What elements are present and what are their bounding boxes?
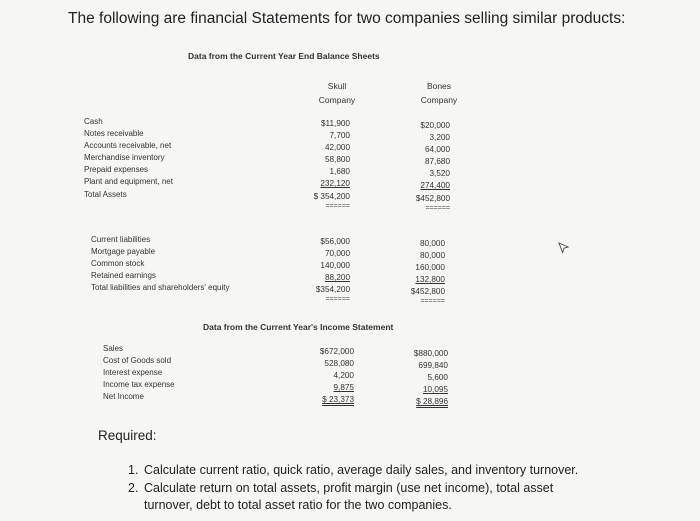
- row-label: Cash: [84, 117, 103, 126]
- income-bones-values: [394, 348, 448, 408]
- row-label: Mortgage payable: [91, 247, 156, 257]
- liabilities-bones-values: [395, 238, 445, 311]
- list-item: [128, 497, 578, 515]
- value-cell: 699,840: [418, 361, 448, 371]
- required-heading: Required:: [98, 428, 157, 443]
- row-label: Cost of Goods sold: [103, 356, 172, 366]
- value-cell: $880,000: [413, 349, 448, 358]
- assets-bones-values: [395, 120, 450, 217]
- row-label: Common stock: [91, 259, 145, 269]
- assets-labels: [84, 116, 173, 201]
- separator: ======: [420, 298, 445, 306]
- value-cell: 4,200: [333, 371, 354, 381]
- value-cell: $672,000: [319, 347, 354, 356]
- value-cell: 58,800: [324, 155, 350, 165]
- value-cell: 528,080: [324, 359, 354, 369]
- value-cell: 3,200: [429, 133, 450, 143]
- row-label: Accounts receivable, net: [84, 141, 172, 151]
- value-cell: 3,520: [429, 169, 450, 179]
- liabilities-skull-values: [296, 236, 350, 309]
- row-label: Net Income: [103, 392, 144, 402]
- value-cell: 10,095: [422, 385, 448, 395]
- column-header-skull-name: Skull: [327, 81, 347, 91]
- column-header-skull-sub: Company: [318, 95, 356, 105]
- value-cell: 232,120: [320, 179, 350, 189]
- row-label: Merchandise inventory: [84, 153, 165, 163]
- value-cell: $11,900: [321, 119, 350, 128]
- value-cell: $56,000: [320, 237, 350, 246]
- row-label: Current liabilities: [91, 235, 151, 244]
- value-cell: $ 28,896: [416, 397, 448, 407]
- value-cell: 9,875: [333, 383, 354, 393]
- separator: ======: [325, 202, 350, 210]
- list-item-text: Calculate return on total assets, profit margin (use net income), total asset: [144, 480, 554, 495]
- list-item-number: 1.: [128, 463, 139, 477]
- column-header-bones: [408, 79, 470, 107]
- row-label: Plant and equipment, net: [84, 177, 173, 187]
- income-labels: [103, 343, 175, 403]
- value-cell: $20,000: [420, 121, 450, 130]
- list-item: [128, 462, 578, 480]
- value-cell: $452,800: [410, 287, 445, 297]
- page-title: The following are financial Statements for two companies selling similar products:: [68, 10, 626, 27]
- list-item-number: 2.: [128, 480, 139, 495]
- value-cell: 1,680: [329, 167, 350, 177]
- income-statement-heading: Data from the Current Year's Income Statement: [203, 322, 394, 332]
- assets-skull-values: [296, 118, 350, 215]
- value-cell: 274,400: [420, 181, 450, 191]
- list-item-text: turnover, debt to total asset ratio for the two companies.: [144, 498, 452, 512]
- list-item: [128, 480, 578, 498]
- value-cell: 7,700: [329, 131, 350, 141]
- value-cell: $354,200: [315, 285, 350, 295]
- column-header-bones-name: Bones: [426, 81, 452, 91]
- liabilities-labels: [91, 234, 230, 294]
- column-header-bones-sub: Company: [420, 95, 458, 105]
- row-label: Interest expense: [103, 368, 163, 378]
- value-cell: 88,200: [324, 273, 350, 283]
- value-cell: 140,000: [320, 261, 350, 271]
- value-cell: 42,000: [324, 143, 350, 153]
- row-label: Income tax expense: [103, 380, 175, 390]
- value-cell: $452,800: [415, 193, 450, 203]
- list-item-number: [128, 497, 144, 515]
- row-label: Total Assets: [84, 189, 127, 199]
- separator: ======: [325, 296, 350, 304]
- row-label: Notes receivable: [84, 129, 144, 139]
- value-cell: 80,000: [419, 239, 445, 248]
- value-cell: 87,680: [424, 157, 450, 167]
- value-cell: 70,000: [324, 249, 350, 259]
- income-skull-values: [300, 346, 354, 406]
- row-label: Total liabilities and shareholders' equity: [91, 283, 230, 293]
- value-cell: $ 23,373: [322, 395, 354, 405]
- list-item-text: Calculate current ratio, quick ratio, average daily sales, and inventory turnover.: [144, 463, 579, 477]
- required-list: [128, 462, 578, 515]
- value-cell: 160,000: [415, 263, 445, 273]
- separator: ======: [425, 204, 450, 212]
- column-header-skull: [306, 79, 368, 107]
- balance-sheet-heading: Data from the Current Year End Balance Sheets: [188, 51, 380, 61]
- value-cell: $ 354,200: [313, 191, 350, 201]
- value-cell: 132,800: [415, 275, 445, 285]
- row-label: Retained earnings: [91, 271, 156, 281]
- value-cell: 64,000: [424, 145, 450, 155]
- value-cell: 80,000: [419, 251, 445, 261]
- mouse-cursor-icon: [558, 242, 570, 254]
- row-label: Prepaid expenses: [84, 165, 149, 175]
- row-label: Sales: [103, 344, 124, 353]
- value-cell: 5,600: [427, 373, 448, 383]
